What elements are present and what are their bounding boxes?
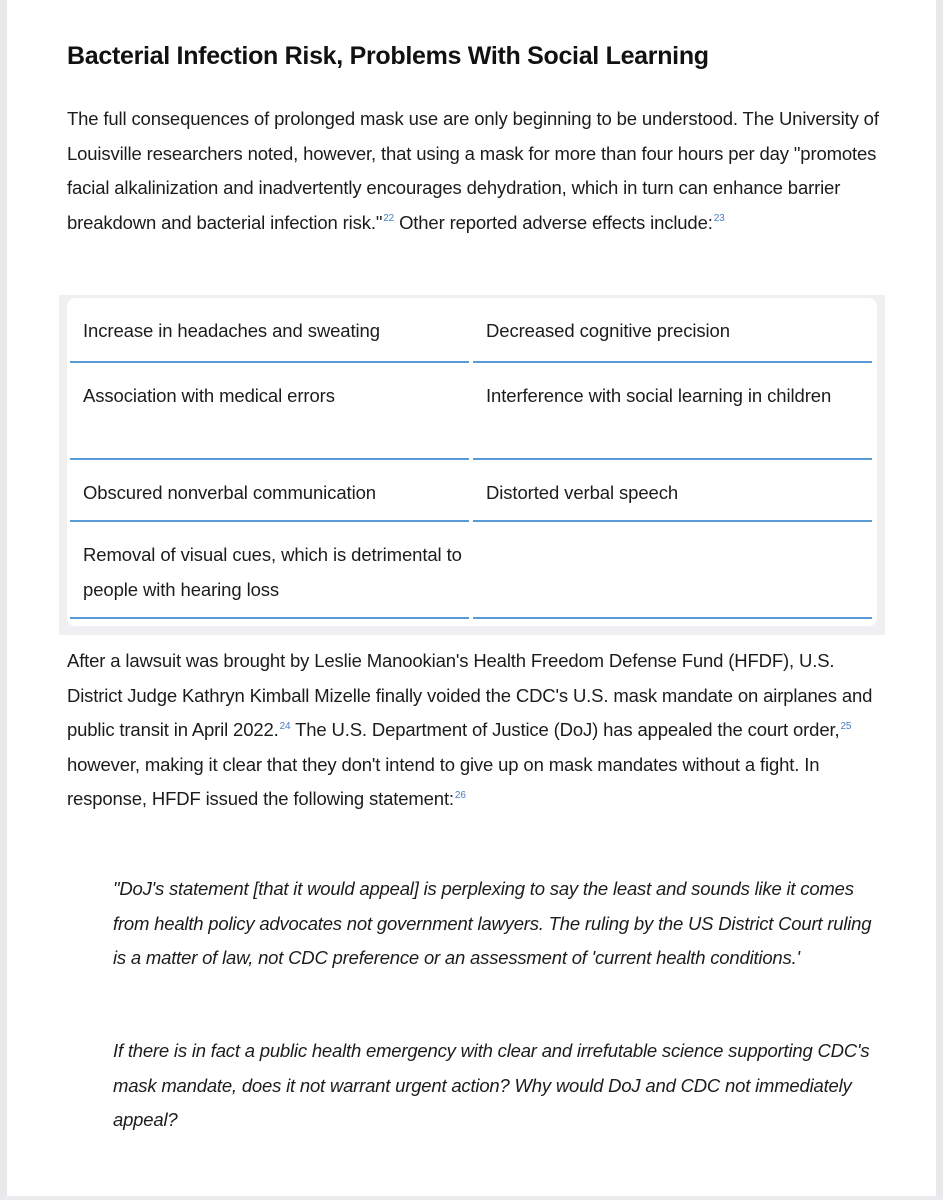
paragraph-text: Other reported adverse effects include: bbox=[394, 211, 713, 233]
table-row bbox=[70, 522, 873, 619]
blockquote-paragraph-1: "DoJ's statement [that it would appeal] is perplexing to say the least and sounds like it comes from health policy advocates not government lawyers. The ruling by the US District Court ruling is a matter of law, not CDC preference or an assessment of 'current health conditions.' bbox=[113, 878, 872, 968]
adverse-effects-table bbox=[59, 295, 885, 635]
table-cell bbox=[473, 522, 872, 619]
paragraph-text: The full consequences of prolonged mask use are only beginning to be understood. The University of Louisville researchers noted, however, that using a mask for more than four hours per day "promotes facial alkalinization and inadvertently encourages dehydration, which in turn can enhance barrier breakdown and bacterial infection risk." bbox=[67, 108, 879, 233]
blockquote-paragraph-2: If there is in fact a public health emergency with clear and irrefutable science supporting CDC's mask mandate, does it not warrant urgent action? Why would DoJ and CDC not immediately appeal? bbox=[113, 1040, 870, 1130]
reference-link-25[interactable]: 25 bbox=[840, 720, 852, 732]
table-card bbox=[67, 298, 877, 626]
table-cell: Increase in headaches and sweating bbox=[70, 298, 469, 363]
reference-link-26[interactable]: 26 bbox=[454, 789, 466, 801]
table-cell: Distorted verbal speech bbox=[473, 460, 872, 522]
table-row bbox=[70, 298, 873, 363]
table-cell: Association with medical errors bbox=[70, 363, 469, 460]
paragraph-text: After a lawsuit was brought by Leslie Manookian's Health Freedom Defense Fund (HFDF), U.S. District Judge Kathryn Kimball Mizelle finally voided the CDC's U.S. mask mandate on airplanes and public transit in April 2022. bbox=[67, 650, 873, 740]
table-cell: Removal of visual cues, which is detrimental to people with hearing loss bbox=[70, 522, 469, 619]
paragraph-text: however, making it clear that they don't intend to give up on mask mandates without a fight. In response, HFDF issued the following statement: bbox=[67, 753, 820, 809]
table-cell: Interference with social learning in children bbox=[473, 363, 872, 460]
intro-paragraph bbox=[67, 102, 879, 240]
paragraph-text: The U.S. Department of Justice (DoJ) has appealed the court order, bbox=[290, 719, 840, 740]
table-row bbox=[70, 363, 873, 460]
table-row bbox=[70, 460, 873, 522]
section-heading: Bacterial Infection Risk, Problems With Social Learning bbox=[67, 42, 709, 70]
reference-link-24[interactable]: 24 bbox=[279, 720, 291, 732]
table-cell: Obscured nonverbal communication bbox=[70, 460, 469, 522]
table-cell: Decreased cognitive precision bbox=[473, 298, 872, 363]
reference-link-22[interactable]: 22 bbox=[383, 213, 395, 225]
lawsuit-paragraph bbox=[67, 644, 879, 817]
reference-link-23[interactable]: 23 bbox=[713, 213, 725, 225]
